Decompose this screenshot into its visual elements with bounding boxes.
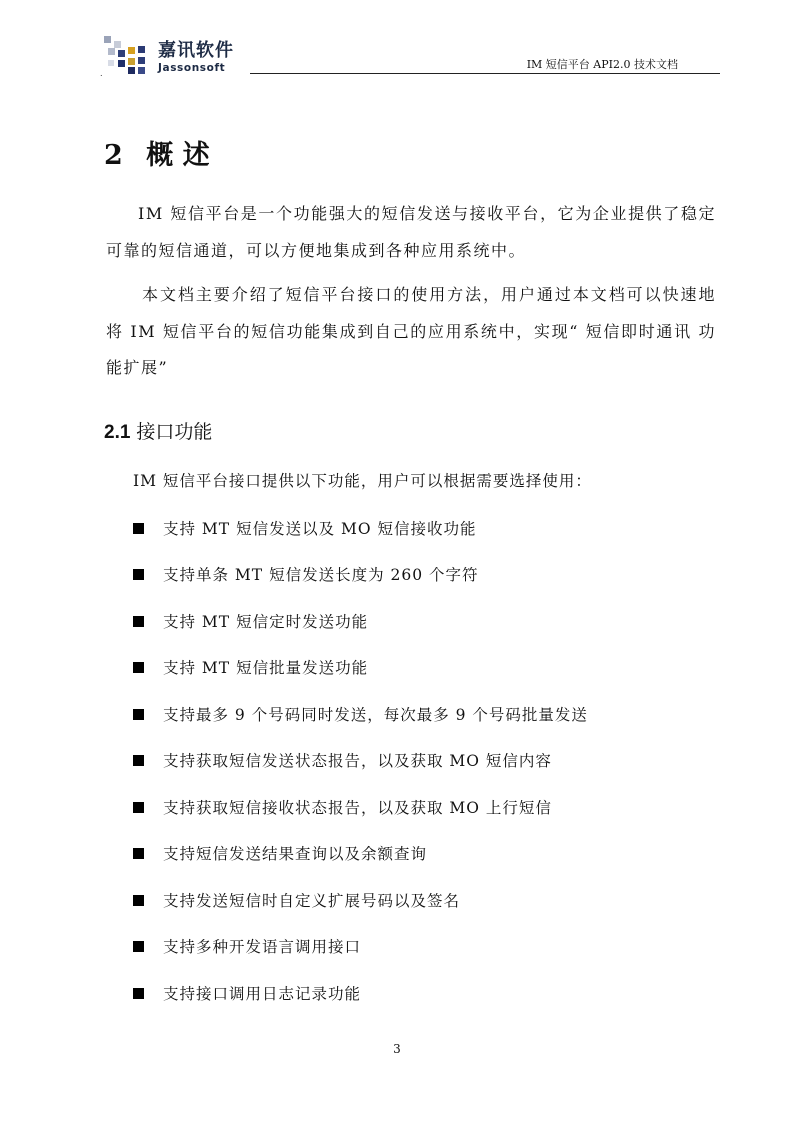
feature-text: 支持多种开发语言调用接口: [163, 938, 362, 956]
section-heading: [104, 140, 210, 172]
page-number: 3: [393, 1042, 401, 1056]
feature-text: 支持短信发送结果查询以及余额查询: [163, 845, 428, 863]
features-intro: IM 短信平台接口提供以下功能，用户可以根据需要选择使用：: [133, 472, 592, 490]
feature-text: 支持接口调用日志记录功能: [163, 985, 362, 1003]
square-bullet-icon: [133, 523, 144, 534]
overview-paragraph-2: 本文档主要介绍了短信平台接口的使用方法，用户通过本文档可以快速地将 IM 短信平台的短信功能集成到自己的应用系统中，实现“ 短信即时通讯 功能扩展”: [106, 285, 716, 377]
square-bullet-icon: [133, 662, 144, 673]
square-bullet-icon: [133, 709, 144, 720]
square-bullet-icon: [133, 848, 144, 859]
feature-text: 支持 MT 短信定时发送功能: [163, 613, 369, 631]
subsection-heading: [104, 421, 212, 445]
header-doc-title: IM 短信平台 API2.0 技术文档: [526, 58, 678, 71]
company-logo-icon: [104, 36, 148, 74]
square-bullet-icon: [133, 941, 144, 952]
header-dot: .: [100, 69, 103, 78]
square-bullet-icon: [133, 569, 144, 580]
square-bullet-icon: [133, 895, 144, 906]
square-bullet-icon: [133, 988, 144, 999]
subsection-number: 2.1: [104, 422, 131, 443]
square-bullet-icon: [133, 616, 144, 627]
subsection-title: 接口功能: [136, 422, 213, 443]
feature-text: 支持 MT 短信发送以及 MO 短信接收功能: [163, 520, 477, 538]
feature-text: 支持获取短信发送状态报告，以及获取 MO 短信内容: [163, 752, 552, 770]
header-rule: [250, 73, 720, 74]
feature-text: 支持最多 9 个号码同时发送，每次最多 9 个号码批量发送: [163, 706, 588, 724]
section-title: 概 述: [146, 140, 210, 171]
company-logo-subtitle: Jassonsoft: [158, 62, 226, 74]
company-logo-name: 嘉讯软件: [158, 40, 234, 61]
feature-text: 支持发送短信时自定义扩展号码以及签名: [163, 892, 461, 910]
feature-text: 支持获取短信接收状态报告，以及获取 MO 上行短信: [163, 799, 552, 817]
square-bullet-icon: [133, 755, 144, 766]
square-bullet-icon: [133, 802, 144, 813]
feature-text: 支持 MT 短信批量发送功能: [163, 659, 369, 677]
feature-text: 支持单条 MT 短信发送长度为 260 个字符: [163, 566, 479, 584]
section-number: 2: [104, 140, 123, 171]
overview-paragraph-1: IM 短信平台是一个功能强大的短信发送与接收平台，它为企业提供了稳定可靠的短信通道，可以方便地集成到各种应用系统中。: [106, 204, 716, 260]
